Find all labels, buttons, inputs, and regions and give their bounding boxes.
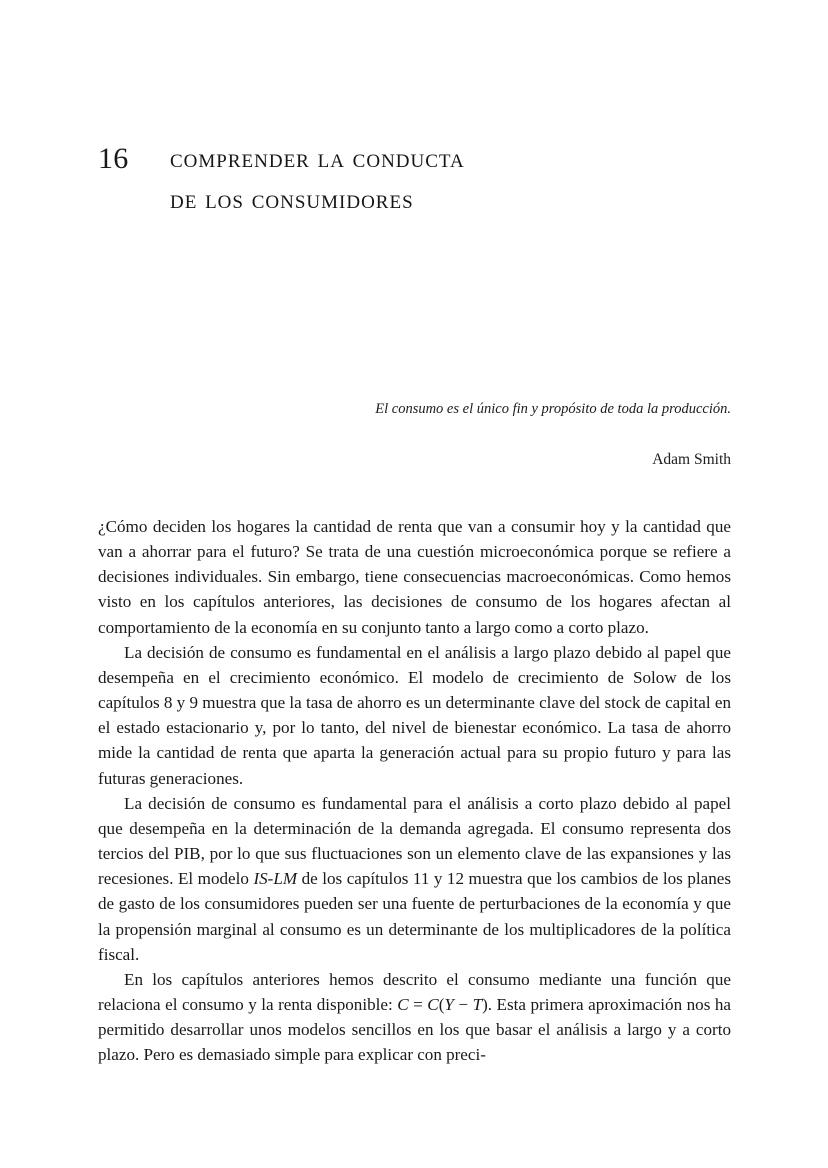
formula-variable-t: T bbox=[472, 994, 483, 1014]
consumption-function-formula bbox=[397, 995, 488, 1014]
epigraph-quote: El consumo es el único fin y propósito de toda la producción. bbox=[375, 401, 731, 417]
formula-variable-y: Y bbox=[444, 994, 454, 1014]
chapter-title-line-1: comprender la conducta bbox=[170, 143, 465, 173]
formula-minus-sign: − bbox=[453, 994, 473, 1014]
chapter-number: 16 bbox=[98, 142, 129, 175]
epigraph-attribution: Adam Smith bbox=[652, 451, 731, 468]
body-paragraph-4 bbox=[98, 967, 731, 1068]
body-text-column bbox=[98, 514, 731, 1067]
body-paragraph-4-text-a: En los capítulos anteriores hemos descrito el consumo mediante una función que relaciona el consumo y la renta disponible: bbox=[98, 969, 731, 1014]
formula-variable-c-left: C bbox=[397, 994, 409, 1014]
chapter-title bbox=[170, 138, 738, 220]
is-lm-model-emphasis: IS-LM bbox=[253, 869, 298, 889]
body-paragraph-3-text-b: de los capítulos 11 y 12 muestra que los cambios de los planes de gasto de los consumidores pueden ser una fuente de perturbaciones de la economía y que la propensión marginal al consumo es un determinante de los multiplicadores de la política fiscal. bbox=[98, 869, 731, 964]
body-paragraph-4-text-b: . Esta primera aproximación nos ha permitido desarrollar unos modelos sencillos en los que basar el análisis a largo y a corto plazo. Pero es demasiado simple para explicar con preci- bbox=[98, 994, 732, 1065]
formula-equals-sign: = bbox=[408, 994, 428, 1014]
chapter-title-line-2: de los consumidores bbox=[170, 184, 414, 214]
body-paragraph-3-text-a: La decisión de consumo es fundamental para el análisis a corto plazo debido al papel que desempeña en la determinación de la demanda agregada. El consumo representa dos tercios del PIB, por lo que sus fluctuaciones son un elemento clave de las expansiones y las recesiones. El modelo bbox=[98, 793, 731, 889]
body-paragraph-1: ¿Cómo deciden los hogares la cantidad de renta que van a consumir hoy y la cantidad que van a ahorrar para el futuro? Se trata de una cuestión microeconómica porque se refiere a decisiones individuales. Sin embargo, tiene consecuencias macroeconómicas. Como hemos visto en los capítulos anteriores, las decisiones de consumo de los hogares afectan al comportamiento de la economía en su conjunto tanto a largo como a corto plazo. bbox=[98, 517, 731, 637]
formula-open-paren: ( bbox=[438, 994, 445, 1014]
body-paragraph-3 bbox=[98, 791, 731, 967]
formula-close-paren: ) bbox=[482, 994, 488, 1014]
body-paragraph-2: La decisión de consumo es fundamental en el análisis a largo plazo debido al papel que desempeña en el crecimiento económico. El modelo de crecimiento de Solow de los capítulos 8 y 9 muestra que la tasa de ahorro es un determinante clave del stock de capital en el estado estacionario y, por lo tanto, del nivel de bienestar económico. La tasa de ahorro mide la cantidad de renta que aparta la generación actual para su propio futuro y para las futuras generaciones. bbox=[98, 642, 731, 788]
chapter-heading bbox=[98, 138, 738, 220]
formula-variable-c-right: C bbox=[427, 994, 439, 1014]
